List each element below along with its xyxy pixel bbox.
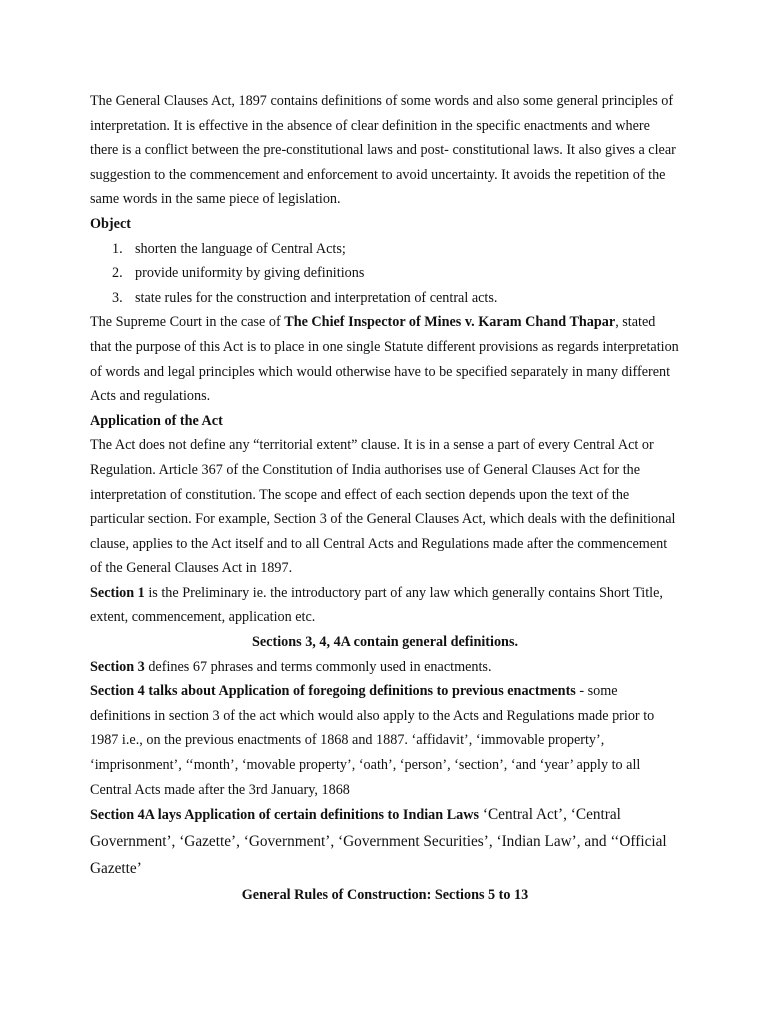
section-3-label: Section 3	[90, 658, 145, 675]
definitions-heading: Sections 3, 4, 4A contain general definitions.	[251, 634, 519, 651]
list-item-text: shorten the language of Central Acts;	[135, 240, 346, 257]
list-item-number: 2.	[112, 265, 123, 282]
section-4a-paragraph	[90, 802, 680, 882]
section-1-text: is the Preliminary ie. the introductory part of any law which generally contains Short Title, extent, commencement, application etc.	[90, 584, 663, 626]
supreme-court-post: , stated that the purpose of this Act is to place in one single Statute different provisions as regards interpretation of words and legal principles which would otherwise have to be specified separately in many different Acts and regulations.	[90, 314, 679, 405]
list-item	[90, 261, 680, 286]
supreme-court-pre: The Supreme Court in the case of	[90, 314, 285, 331]
document-body	[90, 89, 680, 907]
section-1-label: Section 1	[90, 584, 145, 601]
construction-heading: General Rules of Construction: Sections 5 to 13	[241, 886, 529, 903]
section-4-text: - some definitions in section 3 of the act which would also apply to the Acts and Regulations made prior to 1987 i.e., on the previous enactments of 1868 and 1887. ‘affidavit’, ‘immovable property’, ‘imprisonment’, ‘‘month’, ‘movable property’, ‘oath’, ‘person’, ‘section’, ‘and ‘year’ apply to all Central Acts made after the 3rd January, 1868	[90, 683, 655, 798]
section-1-paragraph	[90, 581, 680, 630]
object-heading: Object	[90, 215, 131, 232]
section-3-paragraph	[90, 655, 680, 680]
section-4-label: Section 4 talks about Application of foregoing definitions to previous enactments	[90, 683, 576, 700]
list-item-text: provide uniformity by giving definitions	[135, 265, 365, 282]
section-3-text: defines 67 phrases and terms commonly used in enactments.	[144, 658, 492, 675]
object-list	[90, 237, 680, 311]
application-paragraph: The Act does not define any “territorial extent” clause. It is in a sense a part of every Central Act or Regulation. Article 367 of the Constitution of India authorises use of General Clauses Act for the interpretation of constitution. The scope and effect of each section depends upon the text of the particular section. For example, Section 3 of the General Clauses Act, which deals with the definitional clause, applies to the Act itself and to all Central Acts and Regulations made after the commencement of the General Clauses Act in 1897.	[90, 437, 676, 577]
application-heading: Application of the Act	[90, 412, 223, 429]
list-item	[90, 286, 680, 311]
section-4a-text: ‘Central Act’, ‘Central Government’, ‘Gazette’, ‘Government’, ‘Government Securities’, ‘Indian Law’, and ‘‘Official Gazette’	[90, 806, 667, 877]
case-name: The Chief Inspector of Mines v. Karam Chand Thapar	[284, 314, 616, 331]
section-4-paragraph	[90, 679, 680, 802]
intro-paragraph: The General Clauses Act, 1897 contains definitions of some words and also some general principles of interpretation. It is effective in the absence of clear definition in the specific enactments and where there is a conflict between the pre-constitutional laws and post- constitutional laws. It also gives a clear suggestion to the commencement and enforcement to avoid uncertainty. It avoids the repetition of the same words in the same piece of legislation.	[90, 93, 676, 208]
list-item-number: 1.	[112, 240, 123, 257]
supreme-court-paragraph	[90, 310, 680, 408]
list-item-text: state rules for the construction and interpretation of central acts.	[135, 289, 498, 306]
section-4a-label: Section 4A lays Application of certain definitions to Indian Laws	[90, 807, 480, 824]
list-item	[90, 237, 680, 262]
list-item-number: 3.	[112, 289, 123, 306]
